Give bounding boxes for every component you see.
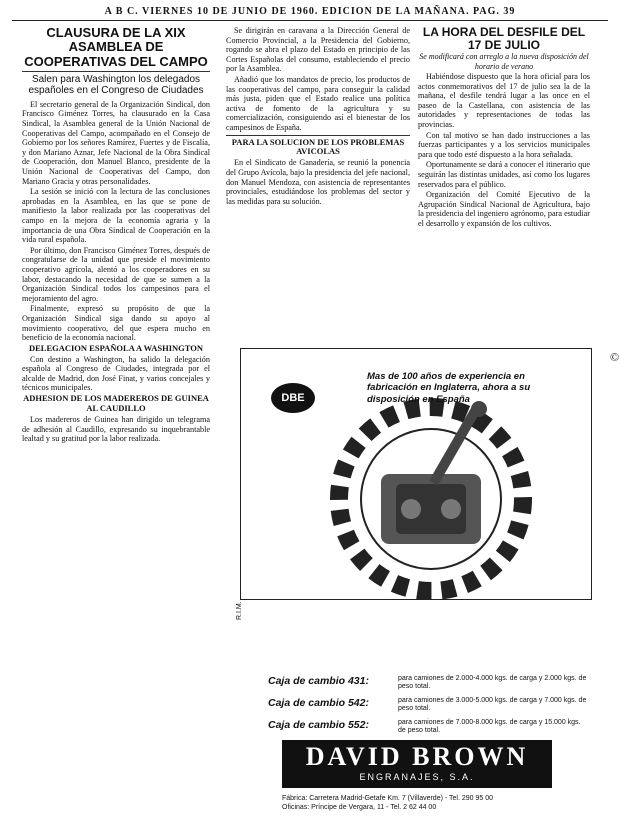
gearbox-list [268, 675, 588, 740]
paragraph: Añadió que los mandatos de precio, los productos de las cooperativas del campo, para conseguir la calidad más justa, piden que el Estado realice una política activa de fomento de la agricultura y su comercialización, consiguiendo así el bienestar de los campesinos de España. [226, 74, 410, 132]
article-title-desfile: LA HORA DEL DESFILE DEL 17 DE JULIO [422, 26, 586, 53]
section-title-madereros: ADHESION DE LOS MADEREROS DE GUINEA AL CAUDILLO [23, 393, 209, 413]
gearbox-spec: para camiones de 7.000-8.000 kgs. de carga y 15.000 kgs. de peso total. [398, 718, 581, 734]
paragraph: La sesión se inició con la lectura de las conclusiones aprobadas en la Asamblea, en las que se pone de manifiesto la labor realizada por las cooperativas del campo en la mejora de la economía agraria y la importancia de una Obra Sindical de Cooperación en la vida rural española. [22, 187, 210, 245]
gearbox-spec: para camiones de 3.000-5.000 kgs. de carga y 7.000 kgs. de peso total. [398, 696, 587, 713]
gearbox-name: Caja de cambio 542: [268, 696, 369, 709]
paragraph: En el Sindicato de Ganadería, se reunió la ponencia del Grupo Avícola, bajo la presidencia del jefe nacional, don Manuel Mendoza, con asistencia de representantes provinciales, estudiándose los problemas del sector y las medidas para su solución. [226, 158, 410, 206]
paragraph: Finalmente, expresó su propósito de que la Organización Sindical siga dando su apoyo al movimiento cooperativo, del que espera mucho en beneficio de la economía nacional. [22, 304, 210, 343]
page-header: A B C. VIERNES 10 DE JUNIO DE 1960. EDICION DE LA MAÑANA. PAG. 39 [12, 6, 608, 21]
article-subtitle-desfile: Se modificará con arreglo a la nueva disposición del horario de verano [419, 52, 589, 71]
gearbox-spec: para camiones de 2.000-4.000 kgs. de carga y 2.000 kgs. de peso total. [398, 675, 587, 691]
paragraph: Se dirigirán en caravana a la Dirección General de Comercio Provincial, a la Presidencia del Gobierno, rogando se abra el plazo del Estado en principio de las Cortes Españolas del consumo, estableciendo el precio por la Asamblea. [226, 26, 410, 74]
gearbox-row [268, 697, 588, 714]
ad-image-frame [240, 348, 592, 600]
section-title-avicolas: PARA LA SOLUCION DE LOS PROBLEMAS AVICOLAS [231, 136, 405, 157]
gearbox-name: Caja de cambio 552: [268, 718, 369, 731]
brand-banner [282, 740, 552, 788]
column-left [22, 26, 210, 834]
paragraph: Los madereros de Guinea han dirigido un telegrama de adhesión al Caudillo, expresando su inquebrantable lealtad y su gratitud por la labor realizada. [22, 414, 210, 444]
dbe-logo: DBE [271, 383, 315, 413]
paragraph: Con destino a Washington, ha salido la delegación española al Congreso de Ciudades, integrada por el alcalde de Madrid, don José Finat, y varios concejales y técnicos municipales. [22, 354, 210, 393]
article-subtitle: Salen para Washington los delegados españoles en el Congreso de Ciudades [28, 73, 204, 97]
vertical-note: R.I.M. [236, 601, 243, 620]
column-middle [226, 26, 410, 336]
section-title-washington: DELEGACION ESPAÑOLA A WASHINGTON [28, 342, 204, 353]
ad-headline: Mas de 100 años de experiencia en fabricación en Inglaterra, ahora a su disposición en España [367, 371, 531, 405]
gearbox-row [268, 719, 588, 736]
paragraph: Oportunamente se dará a conocer el itinerario que seguirán las distintas unidades, así como los lugares reservados para el público. [418, 160, 590, 189]
gearbox-row [268, 675, 588, 692]
brand-subtitle: ENGRANAJES, S.A. [359, 772, 475, 782]
paragraph: Organización del Comité Ejecutivo de la Agrupación Sindical Nacional de Agricultura, bajo la presidencia del ingeniero agrónomo, para estudiar el desarrollo y expansión de los cultivos. [418, 190, 590, 228]
brand-name: DAVID BROWN [305, 742, 529, 771]
copyright-symbol: © [610, 350, 620, 364]
paragraph: Con tal motivo se han dado instrucciones a las fuerzas participantes y a los servicios municipales para que todo esté dispuesto a la hora señalada. [418, 130, 590, 159]
divider [226, 135, 410, 136]
column-right [418, 26, 590, 336]
paragraph: Habiéndose dispuesto que la hora oficial para los actos conmemorativos del 17 de julio sea la de la mañana, el desfile tendrá lugar a las once en el paseo de la Castellana, con asistencia de las autoridades y representaciones de todas las provincias. [418, 72, 590, 130]
article-title: CLAUSURA DE LA XIX ASAMBLEA DE COOPERATIVAS DEL CAMPO [22, 26, 210, 72]
advertisement [228, 340, 620, 834]
paragraph: El secretario general de la Organización Sindical, don Francisco Giménez Torres, ha clausurado en la Casa Sindical, la Asamblea general de la Unión Nacional de Cooperativas del Campo, acompañado en el Consejo de Gobierno por los señores Ramírez, Fuertes y de Fiscalía, y don Mariano Aznar, Jefe Nacional de la Obra Sindical de Cooperación, don Manuel Blanco, presidente de la Unión Nacional de Cooperativas del Campo, don Mariano Gracia y otras personalidades. [22, 99, 210, 186]
paragraph: Por último, don Francisco Giménez Torres, después de congratularse de la unidad que preside el movimiento cooperativo agrícola, alentó a los cooperadores en su labor, destacando la necesidad de que se sumen a la Organización Sindical todos los campesinos para el mejoramiento del agro. [22, 245, 210, 303]
gearbox-name: Caja de cambio 431: [268, 675, 369, 687]
factory-address: Fábrica: Carretera Madrid-Getafe Km. 7 (Villaverde) - Tel. 290 95 00 Oficinas: Príncipe de Vergara, 11 - Tel. 2 62 44 00 [282, 795, 494, 812]
